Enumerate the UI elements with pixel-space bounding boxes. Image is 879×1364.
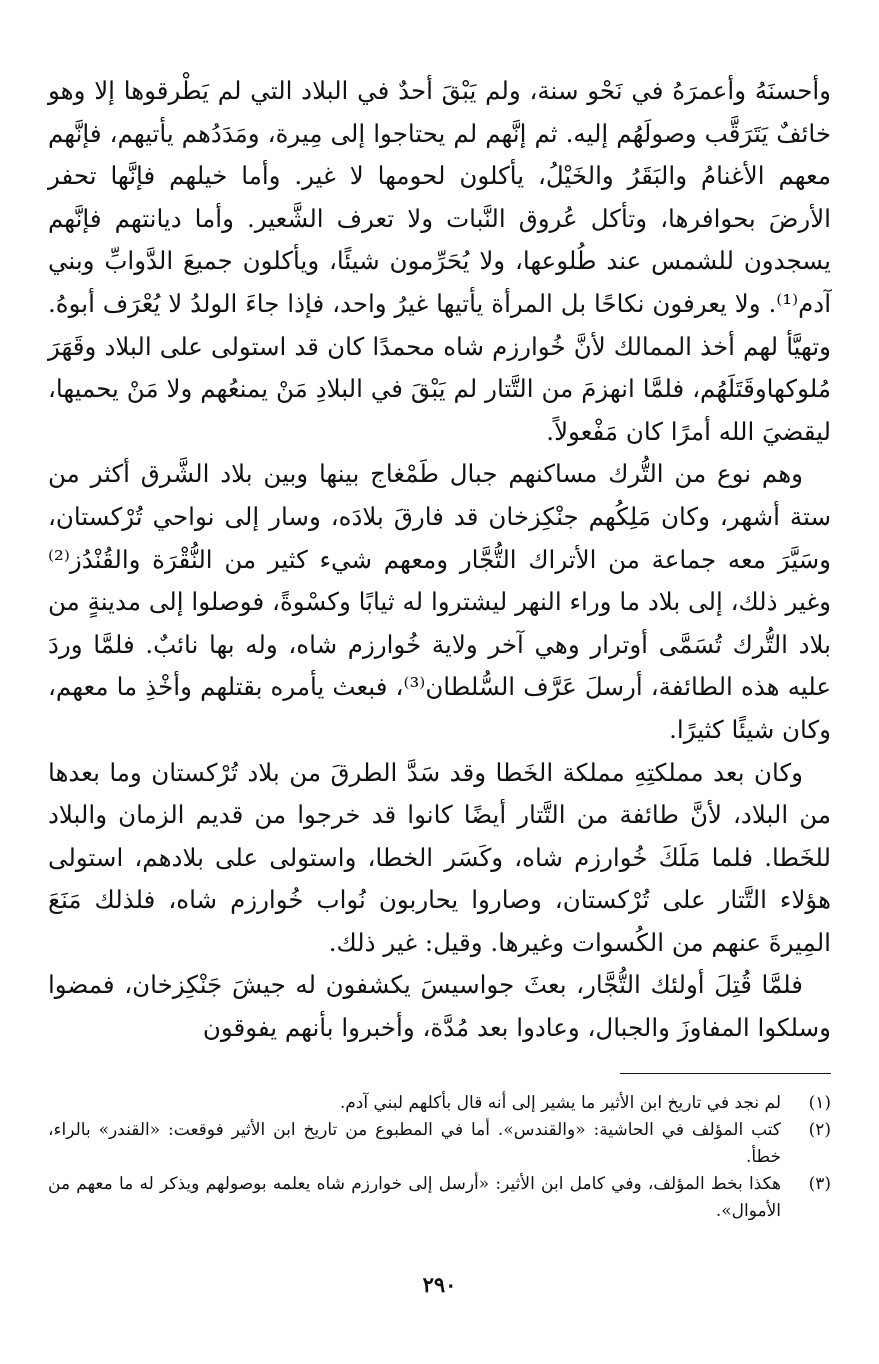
paragraph-3: وكان بعد مملكتِهِ مملكة الخَطا وقد سَدَّ الطرقَ من بلاد تُرْكستان وما بعدها من البلاد، لأنَّ طائفة من التَّتار أيضًا كانوا قد خرجوا من قديم الزمان والبلاد للخَطا. فلما مَلَكَ خُوارزم شاه، وكَسَر الخطا، واستولى على بلادهم، استولى هؤلاء التَّتار على تُرْكستان، وصاروا يحاربون نُواب خُوارزم شاه، فلذلك مَنَعَ المِيرةَ عنهم من الكُسوات وغيرها. وقيل: غير ذلك. <box>48 757 831 957</box>
footnote-1 <box>48 1090 831 1117</box>
footnote-separator <box>620 1073 831 1074</box>
footnote-2 <box>48 1117 831 1171</box>
paragraph-4: فلمَّا قُتِلَ أولئك التُّجَّار، بعثَ جواسيسَ يكشفون له جيشَ جَنْكِزخان، فمضوا وسلكوا المفاوزَ والجبال، وعادوا بعد مُدَّة، وأخبروا بأنهم يفوقون <box>48 970 831 1043</box>
footnote-text: كتب المؤلف في الحاشية: «والقندس». أما في المطبوع من تاريخ ابن الأثير فوقعت: «القندر» بالراء، خطأ. <box>48 1120 781 1167</box>
page-number: ٢٩٠ <box>422 1272 457 1297</box>
footnote-3 <box>48 1171 831 1225</box>
footnote-number: (٢) <box>808 1120 831 1140</box>
paragraph-1: وأحسنَهُ وأعمرَهُ في نَحْو سنة، ولم يَبْقَ أحدٌ في البلاد التي لم يَطْرقوها إلا وهو خائفٌ يَتَرَقَّب وصولَهُم إليه. ثم إنَّهم لم يحتاجوا إلى مِيرة، ومَدَدُهم يأتيهم، فإنَّهم معهم الأغنامُ والبَقَرُ والخَيْلُ، يأكلون لحومها لا غير. وأما خيلهم فإنَّها تحفر الأرضَ بحوافرها، وتأكل عُروق النَّبات ولا تعرف الشَّعير. وأما ديانتهم فإنَّهم يسجدون للشمس عند طُلوعها، ولا يُحَرِّمون شيئًا، ويأكلون جميعَ الدَّوابِّ وبني آدم⁽¹⁾. ولا يعرفون نكاحًا بل المرأة يأتيها غيرُ واحد، فإذا جاءَ الولدُ لا يُعْرَف أبوهُ. وتهيَّأ لهم أخذ الممالك لأنَّ خُوارزم شاه محمدًا كان قد استولى على البلاد وقَهَرَ مُلوكهاوقَتَلَهُم، فلمَّا انهزمَ من التَّتار لم يَبْقَ في البلادِ مَنْ يمنعُهم ولا مَنْ يحميها، ليقضيَ الله أمرًا كان مَفْعولاً. <box>48 76 831 446</box>
footnote-text: هكذا بخط المؤلف، وفي كامل ابن الأثير: «أرسل إلى خوارزم شاه يعلمه بوصولهم ويذكر له ما معهم من الأموال». <box>48 1174 781 1221</box>
footnote-text: لم نجد في تاريخ ابن الأثير ما يشير إلى أنه قال بأكلهم لبني آدم. <box>339 1093 781 1113</box>
main-text <box>48 70 831 1050</box>
paragraph-2: وهم نوع من التُّرك مساكنهم جبال طَمْغاج بينها وبين بلاد الشَّرق أكثر من ستة أشهر، وكان مَلِكُهم جنْكِزخان قد فارقَ بلادَه، وسار إلى نواحي تُرْكستان، وسَيَّرَ معه جماعة من الأتراك التُّجَّار ومعهم شيء كثير من النُّقْرَة والقُنْدُز⁽²⁾ وغير ذلك، إلى بلاد ما وراء النهر ليشتروا له ثيابًا وكسْوةً، فوصلوا إلى مدينةٍ من بلاد التُّرك تُسَمَّى أوترار وهي آخر ولاية خُوارزم شاه، وله بها نائبٌ. فلمَّا وردَ عليه هذه الطائفة، أرسلَ عَرَّف السُّلطان⁽³⁾، فبعث يأمره بقتلهم وأخْذِ ما معهم، وكان شيئًا كثيرًا. <box>48 459 831 744</box>
footnotes <box>48 1090 831 1225</box>
footnote-number: (٣) <box>808 1174 831 1194</box>
footnote-number: (١) <box>808 1093 831 1113</box>
